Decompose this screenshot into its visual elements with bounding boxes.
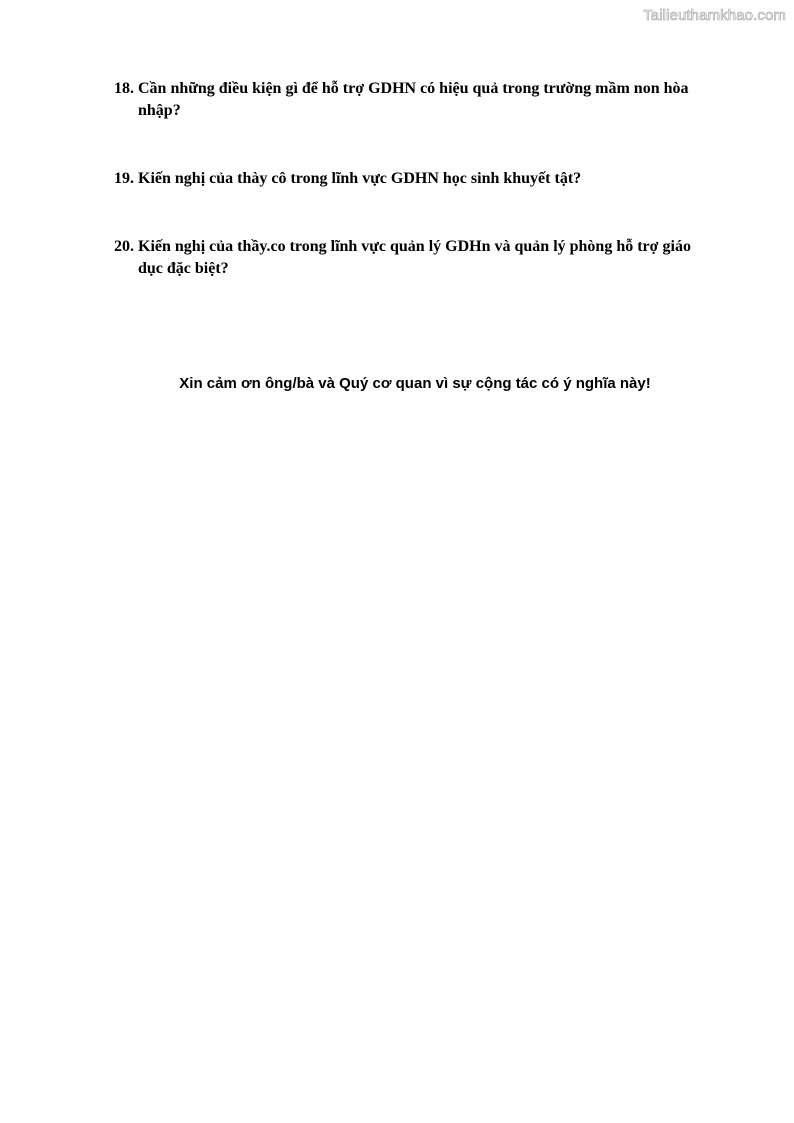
- question-number: 18.: [114, 80, 134, 97]
- question-item-20: [114, 236, 714, 280]
- question-number: 20.: [114, 238, 134, 255]
- question-text: Kiến nghị của thày cô trong lĩnh vực GDHN học sinh khuyết tật?: [138, 170, 582, 187]
- question-item-19: [114, 168, 714, 190]
- question-list: [114, 78, 714, 280]
- question-number: 19.: [114, 170, 134, 187]
- question-text: Kiến nghị của thầy.co trong lĩnh vực quản lý GDHn và quản lý phòng hỗ trợ giáo dục đặc biệt?: [138, 238, 691, 277]
- closing-thanks: Xin cảm ơn ông/bà và Quý cơ quan vì sự cộng tác có ý nghĩa này!: [179, 375, 651, 392]
- question-item-18: [114, 78, 714, 122]
- question-text: Cần những điều kiện gì để hỗ trợ GDHN có hiệu quả trong trường mầm non hòa nhập?: [138, 80, 689, 119]
- watermark-text: Tailieuthamkhao.com: [643, 7, 786, 24]
